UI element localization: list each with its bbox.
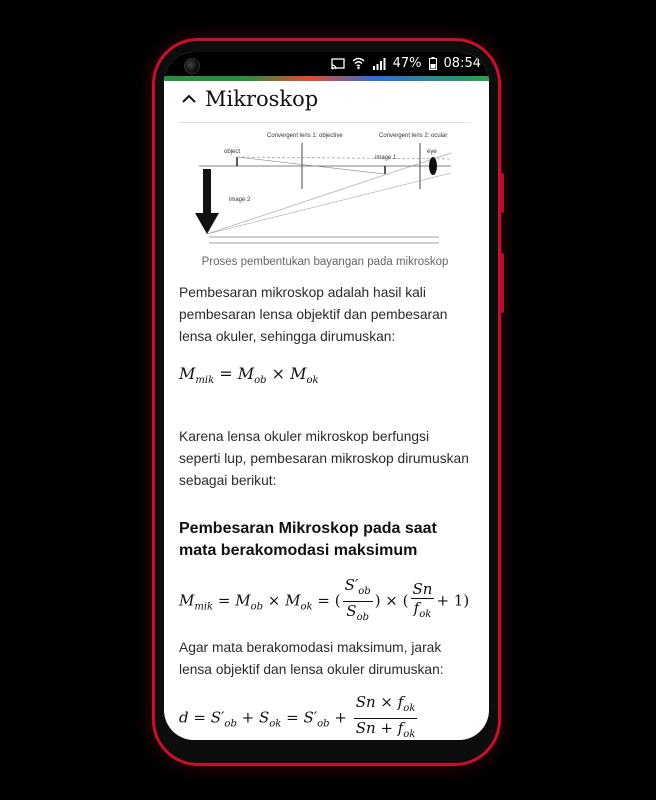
volume-button [500, 173, 504, 213]
section-title: Mikroskop [205, 87, 319, 111]
object-label: object [224, 149, 241, 155]
power-button [500, 253, 504, 313]
signal-icon [372, 58, 386, 70]
ray [207, 173, 451, 234]
formula-lens-distance: $d = S'_{ob} + S_{ok} = S'_{ob}$ + $\frac{Sn \times f_{ok}}{Sn + f_{ok}}$ [179, 693, 416, 740]
clock: 08:54 [443, 56, 481, 71]
chevron-up-icon[interactable] [179, 89, 199, 109]
paragraph-lup: Karena lensa okuler mikroskop berfungsi seperti lup, pembesaran mikroskop dirumuskan sebagai berikut: [179, 429, 469, 488]
subheading-max-accommodation: Pembesaran Mikroskop pada saat mata berakomodasi maksimum [179, 520, 437, 559]
status-bar [164, 52, 489, 76]
section-header[interactable] [179, 84, 487, 114]
ray [237, 157, 451, 159]
wifi-icon [352, 57, 365, 70]
front-camera [184, 58, 200, 74]
article-content [179, 82, 487, 740]
image2-label: image 2 [229, 197, 251, 203]
image2-big-arrow [195, 169, 219, 234]
app-accent-bar [164, 76, 489, 81]
phone-screen [164, 52, 489, 740]
paragraph-intro: Pembesaran mikroskop adalah hasil kali pembesaran lensa objektif dan pembesaran lensa okuler, sehingga dirumuskan: [179, 285, 448, 344]
microscope-ray-diagram [189, 129, 451, 249]
image1-label: image 1 [375, 155, 397, 161]
ray [237, 157, 385, 174]
paragraph-distance: Agar mata berakomodasi maksimum, jarak lensa objektif dan lensa okuler dirumuskan: [179, 640, 444, 677]
lens2-label: Convergent lens 2: ocular [379, 133, 448, 139]
eye-label: eye [427, 149, 437, 155]
battery-percent: 47% [392, 56, 422, 71]
microscope-figure [179, 129, 487, 268]
battery-icon [429, 57, 437, 70]
divider [179, 122, 471, 123]
formula-max-accommodation: $M_{mik} = M_{ob} \times M_{ok}$ = ( $\frac{S'_{ob}}{S_{ob}}$ ) × ( $\frac{Sn}{f_{ok}}$ + 1) [179, 576, 470, 623]
lens1-label: Convergent lens 1: objective [267, 133, 343, 139]
figure-caption: Proses pembentukan bayangan pada mikroskop [201, 256, 449, 268]
formula-magnification: $M_{mik} = M_{ob} \times M_{ok}$ [179, 364, 319, 386]
ray [207, 153, 451, 234]
cast-icon [331, 58, 345, 70]
eye-shape [429, 157, 437, 175]
